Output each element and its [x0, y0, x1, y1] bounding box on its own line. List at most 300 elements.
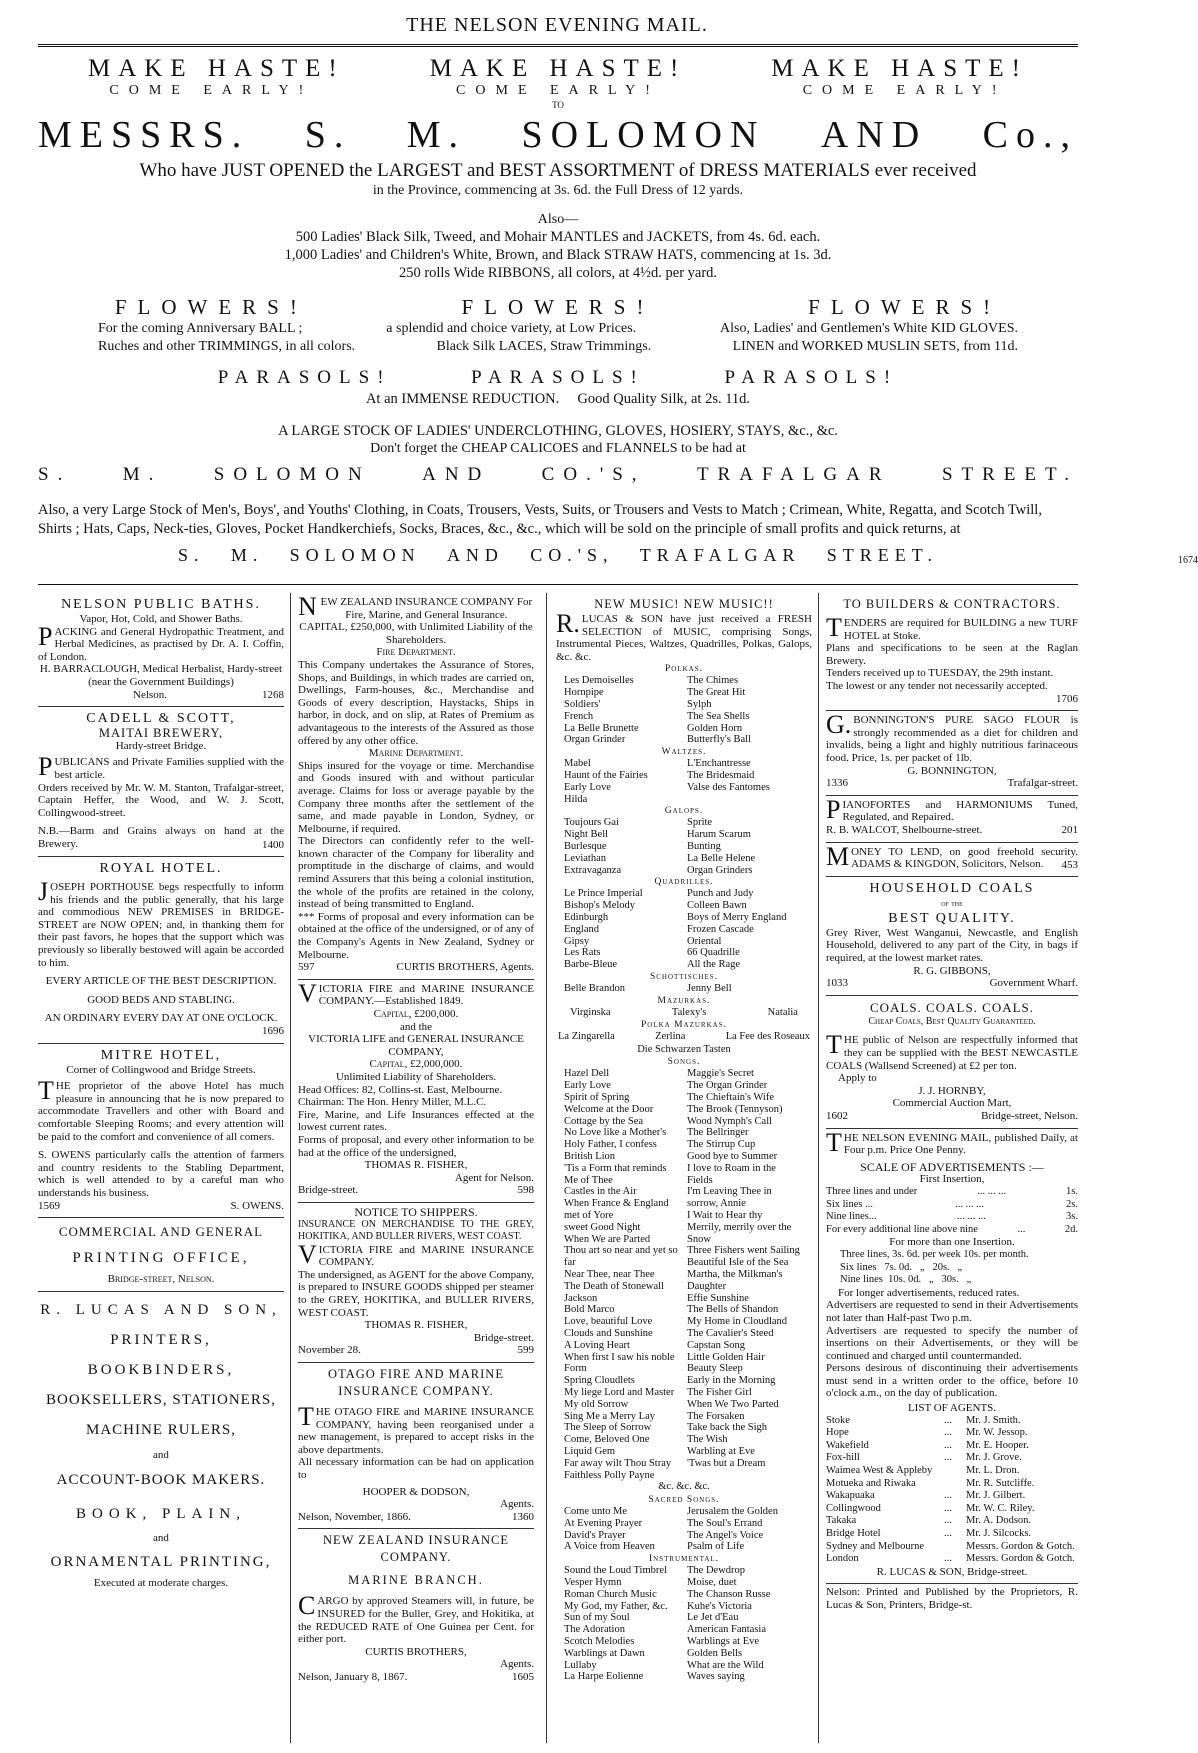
ad-sub: LIST OF AGENTS.	[907, 1402, 997, 1415]
pianofortes-ad	[826, 796, 1078, 843]
section-head: Waltzes.	[661, 747, 707, 758]
rate-row	[826, 1199, 1078, 1212]
ad-title: NELSON PUBLIC BATHS.	[61, 597, 261, 612]
agent-cell: Mr. L. Dron.	[966, 1465, 1020, 1477]
weekly-row: Nine lines 10s. 0d. „ 30s. „	[840, 1274, 972, 1286]
rate-cell: ... ... ...	[977, 1185, 1007, 1197]
ad-ref: 1674	[1178, 555, 1198, 566]
music-title: Spring Cloudlets	[564, 1375, 635, 1387]
ad-line: PRINTING OFFICE,	[72, 1250, 250, 1267]
music-title: Welcome at the Door	[564, 1103, 654, 1115]
masthead: THE NELSON EVENING MAIL.	[406, 14, 708, 36]
music-title: Bold Marco	[564, 1304, 615, 1316]
province-line: in the Province, commencing at 3s. 6d. the Full Dress of 12 yards.	[372, 183, 744, 198]
music-title: Organ Grinders	[687, 864, 753, 876]
ad-place: Nelson.	[133, 688, 167, 701]
music-title: Sprite	[687, 817, 713, 829]
music-title: Jenny Bell	[687, 982, 732, 994]
ad-title: NEW ZEALAND INSURANCE COMPANY For Fire, Marine, and General Insurance.	[298, 592, 533, 621]
songs-etc: &c. &c. &c.	[658, 1481, 710, 1493]
ad-body: PIANOFORTES and HARMONIUMS Tuned, Regulated, and Repaired.	[826, 794, 1078, 824]
royal-hotel-ad	[38, 857, 284, 1044]
solomon-street-line-2	[38, 543, 1198, 567]
ad-body: Orders received by Mr. W. M. Stanton, Trafalgar-street, Captain Heffer, the Wood, and W. J. Scott, Collingwood-street.	[38, 781, 284, 819]
music-title: Good bye to Summer	[687, 1151, 778, 1163]
section-head: Polka Mazurkas.	[641, 1020, 727, 1031]
otago-insurance-ad	[298, 1363, 534, 1529]
victoria-insurance-ad	[298, 980, 534, 1203]
household-coals-ad	[826, 877, 1078, 996]
ad-foot	[298, 1671, 534, 1684]
section-head: Mazurkas.	[657, 995, 711, 1006]
weekly-row: Six lines 7s. 0d. „ 20s. „	[840, 1261, 963, 1273]
ad-foot	[826, 977, 1078, 990]
agent-cell	[944, 1478, 966, 1491]
parasols-text: At an IMMENSE REDUCTION.	[365, 391, 560, 407]
music-title: Hornpipe	[564, 687, 604, 699]
ad-sig: Agents.	[500, 1498, 534, 1511]
agent-cell: ...	[944, 1553, 952, 1565]
ad-ref: 1268	[261, 688, 284, 701]
ad-sig: THOMAS R. FISHER,	[364, 1159, 468, 1172]
ad-ref: 1605	[512, 1670, 534, 1683]
rate-cell: ... ... ...	[956, 1211, 986, 1223]
ad-foot	[298, 1184, 534, 1197]
ad-line: BOOK, PLAIN,	[76, 1505, 246, 1522]
ad-foot	[38, 1200, 284, 1213]
music-title: The Stirrup Cup	[687, 1139, 756, 1151]
music-title: Virginska	[570, 1006, 611, 1018]
music-title: Thou art so near and yet so far	[564, 1245, 678, 1269]
music-title: Haunt of the Fairies	[564, 769, 648, 781]
ad-foot	[826, 824, 1078, 837]
flowers-text: Ruches and other TRIMMINGS, in all colors.	[98, 339, 356, 354]
music-title: Soldiers'	[564, 698, 601, 710]
music-title: Waves saying	[687, 1671, 745, 1683]
ad-body: Ships insured for the voyage or time. Merchandise and Goods insured with and without particular average. Claims for loss or average payable by the Company three months after the settlement of the same, and made payable in London, Sydney, or Melbourne, if required.	[298, 759, 534, 835]
agent-cell: Waimea West & Appleby	[826, 1465, 933, 1477]
cadell-ad	[38, 707, 284, 857]
ad-sub: Unlimited Liability of Shareholders.	[335, 1070, 497, 1083]
music-left	[564, 817, 681, 876]
ad-sub: SCALE OF ADVERTISEMENTS :—	[860, 1159, 1044, 1174]
money-to-lend-ad	[826, 843, 1078, 878]
agent-cell: Fox-hill	[826, 1452, 860, 1464]
ad-date: November 28.	[298, 1344, 361, 1357]
ad-sub: INSURANCE ON MERCHANDISE TO THE GREY, HOKITIKA, AND BULLER RIVERS, WEST COAST.	[298, 1218, 534, 1243]
music-title: Early Love	[564, 781, 611, 793]
ad-ref: 1360	[512, 1510, 534, 1523]
ad-sub: of the	[941, 898, 963, 909]
music-title: L'Enchantresse	[687, 758, 751, 770]
agent-cell: Mr. J. Gilbert.	[966, 1490, 1026, 1502]
music-title: Vesper Hymn	[564, 1576, 622, 1588]
music-title: I'm Leaving Thee in sorrow, Annie	[687, 1186, 772, 1210]
music-title: My old Sorrow	[564, 1398, 629, 1410]
make-haste-1: MAKE HASTE!	[88, 55, 345, 82]
item-line: 1,000 Ladies' and Children's White, Brown, and Black STRAW HATS, commencing at 1s. 3d.	[284, 247, 832, 263]
music-title: When France & England met of Yore	[564, 1198, 669, 1222]
music-title: La Zingarella	[558, 1031, 615, 1043]
weekly-rates	[826, 1249, 1078, 1287]
ad-body: For longer advertisements, reduced rates.	[838, 1286, 1020, 1299]
music-title: The Organ Grinder	[687, 1080, 768, 1092]
music-title: Merrily, merrily over the Snow	[687, 1221, 792, 1245]
ad-body: *** Forms of proposal and every information can be obtained at the office of the undersigned, or of any of the Company's Agents in New Zealand, Sydney or Melbourne.	[298, 910, 534, 961]
music-title: At Evening Prayer	[564, 1517, 643, 1529]
music-title: French	[564, 710, 594, 722]
ad-sig: R. LUCAS & SON, Bridge-street.	[876, 1565, 1028, 1578]
ad-sig: CURTIS BROTHERS, Agents.	[396, 961, 534, 974]
also-label: Also—	[537, 212, 579, 227]
street-word: S.	[38, 464, 72, 485]
agent-row	[826, 1440, 1078, 1453]
music-title: Holy Father, I confess	[564, 1139, 657, 1151]
music-title: The Wish	[687, 1434, 728, 1446]
music-title: British Lion	[564, 1151, 616, 1163]
street-word: STREET.	[826, 545, 938, 565]
ad-place: Bridge-street.	[473, 1331, 534, 1344]
messrs-word: SOLOMON	[521, 114, 766, 156]
instr-left	[564, 1565, 681, 1683]
come-early-row	[38, 82, 1078, 100]
ad-ref: 201	[1061, 823, 1078, 836]
street-word: CO.'S,	[530, 545, 614, 565]
agent-cell: Sydney and Melbourne	[826, 1540, 924, 1552]
music-title: Bishop's Melody	[564, 900, 636, 912]
ad-foot	[298, 1511, 534, 1524]
ad-body: The undersigned, as AGENT for the above Company, is prepared to INSURE GOODS shipped per steamer to the GREY, HOKITIKA, and BULLER RIVERS, WEST COAST.	[298, 1268, 534, 1319]
music-title: The Bridesmaid	[687, 769, 755, 781]
ad-title: NEW ZEALAND INSURANCE COMPANY.	[322, 1533, 510, 1565]
ad-sub: MARINE BRANCH.	[348, 1573, 484, 1588]
music-title: La Harpe Eolienne	[564, 1671, 644, 1683]
item-line: 500 Ladies' Black Silk, Tweed, and Mohair MANTLES and JACKETS, from 4s. 6d. each.	[295, 229, 821, 245]
music-title: Sun of my Soul	[564, 1612, 630, 1624]
ad-body: The lowest or any tender not necessarily accepted.	[826, 679, 1048, 692]
songs-left	[564, 1068, 681, 1481]
to-label: TO	[552, 100, 564, 110]
ad-title: MITRE HOTEL,	[100, 1047, 222, 1063]
music-title: The Brook (Tennyson)	[687, 1103, 783, 1115]
music-title: Early Love	[564, 1080, 611, 1092]
agent-cell: Collingwood	[826, 1502, 881, 1514]
music-title: Die Schwarzen Tasten	[637, 1043, 731, 1055]
ad-ref: 597	[298, 961, 315, 974]
agent-cell: Mr. J. Smith.	[966, 1414, 1021, 1426]
item-line: 250 rolls Wide RIBBONS, all colors, at 4½d. per yard.	[398, 265, 718, 281]
ad-ref: 453	[1061, 858, 1078, 871]
rate-cell: ...	[1017, 1223, 1026, 1235]
ad-sig: CURTIS BROTHERS,	[365, 1645, 467, 1658]
music-title: The Angel's Voice	[687, 1529, 764, 1541]
come-early-3: COME EARLY!	[802, 83, 1007, 98]
agent-cell: Mr. A. Dodson.	[966, 1515, 1032, 1527]
instrumental-list	[556, 1565, 812, 1683]
music-title: Beautiful Isle of the Sea	[687, 1257, 789, 1269]
ad-body: Tenders received up to TUESDAY, the 29th instant.	[826, 667, 1054, 680]
music-title: The Sleep of Sorrow	[564, 1422, 652, 1434]
ad-sig: Agent for Nelson.	[454, 1171, 534, 1184]
music-title: When first I saw his noble Form	[564, 1351, 675, 1375]
printing-office-ad	[38, 1218, 284, 1292]
nz-marine-ad	[298, 1529, 534, 1688]
music-title: Golden Horn	[687, 722, 743, 734]
agent-cell: Mr. W. C. Riley.	[966, 1502, 1035, 1514]
music-title: Les Demoiselles	[564, 675, 634, 687]
music-title: Warblings at Eve	[687, 1635, 760, 1647]
music-left	[564, 758, 681, 805]
music-title: I Wait to Hear thy	[687, 1210, 763, 1222]
agent-cell: Mr. E. Hooper.	[966, 1439, 1029, 1451]
music-title: Les Rats	[564, 947, 601, 959]
ad-body: VICTORIA FIRE and MARINE INSURANCE COMPANY.	[298, 1239, 534, 1269]
street-word: TRAFALGAR	[639, 545, 801, 565]
music-title: The Soul's Errand	[687, 1517, 763, 1529]
ad-sub: VICTORIA LIFE and GENERAL INSURANCE COMPANY,	[308, 1033, 524, 1058]
hornby-coals-ad	[826, 996, 1078, 1129]
music-title: American Fantasia	[687, 1624, 767, 1636]
mitre-hotel-ad	[38, 1044, 284, 1219]
ad-body: Forms of proposal, and every other information to be had at the office of the undersigned,	[298, 1133, 534, 1159]
rate-row	[826, 1186, 1078, 1199]
ad-foot	[298, 961, 534, 974]
agent-row	[826, 1503, 1078, 1516]
ad-sub: MAITAI BREWERY,	[98, 726, 224, 741]
sacred-right	[687, 1506, 804, 1553]
ad-sub: Capital, £200,000.	[373, 1008, 459, 1020]
ad-title: VICTORIA FIRE and MARINE INSURANCE COMPANY.—Established 1849.	[298, 978, 534, 1008]
messrs-word: AND	[820, 114, 928, 156]
music-title: The Sea Shells	[687, 710, 750, 722]
agent-cell: ...	[944, 1515, 952, 1527]
messrs-word: S.	[304, 114, 352, 156]
rate-cell: Nine lines...	[826, 1211, 877, 1223]
ad-foot	[826, 777, 1078, 790]
rate-cell: 2d.	[1064, 1223, 1078, 1235]
ad-sig: J. J. HORNBY,	[918, 1084, 986, 1097]
ad-body: JOSEPH PORTHOUSE begs respectfully to inform his friends and the public generally, that his large and commodious NEW PREMISES in BRIDGE-STREET are NOW OPEN; and, in thanking them for their past favors, he hopes that the support which was previously so liberally bestowed will again be accorded to him.	[38, 877, 284, 969]
flowers-row	[38, 294, 1078, 320]
agent-cell: ...	[944, 1439, 952, 1451]
ad-body: This Company undertakes the Assurance of Stores, Shops, and Buildings, in which trades are carried on, Dwellings, Farm-houses, &c., Merchandise and Goods of every description, Haystacks, Ships in harbor, in dock, and on slip, at Rates of Premium as advantageous to the interests of the Assured as those offered by any other office.	[298, 658, 534, 747]
ad-title: COALS. COALS. COALS.	[869, 999, 1035, 1015]
agent-cell: Motueka and Riwaka	[826, 1477, 916, 1489]
street-word: S.	[178, 545, 205, 565]
ad-ref: 1336	[826, 777, 848, 790]
music-sections	[556, 663, 812, 994]
messrs-heading	[38, 112, 1078, 158]
parasols-word: PARASOLS!	[724, 367, 899, 388]
music-right	[687, 983, 804, 995]
ad-ref: 1602	[826, 1110, 848, 1122]
music-title: Belle Brandon	[564, 982, 625, 994]
music-title: 'Twas but a Dream	[687, 1457, 766, 1469]
section-head: Sacred Songs.	[648, 1494, 720, 1505]
who-line: Who have JUST OPENED the LARGEST and BEST ASSORTMENT of DRESS MATERIALS ever received	[139, 160, 977, 181]
music-title: I love to Roam in the Fields	[687, 1162, 776, 1186]
music-title: The Cavalier's Steed	[687, 1328, 774, 1340]
ad-title: NEW MUSIC! NEW MUSIC!!	[594, 597, 774, 611]
street-word: TRAFALGAR	[696, 464, 891, 485]
weekly-row: Three lines, 3s. 6d. per week 10s. per month.	[840, 1248, 1029, 1260]
agent-row	[826, 1515, 1078, 1528]
music-title: Warbling at Eve	[687, 1445, 755, 1457]
ad-line: AN ORDINARY EVERY DAY AT ONE O'CLOCK.	[44, 1012, 278, 1025]
music-title: Warblings at Dawn	[564, 1647, 645, 1659]
sacred-list	[556, 1506, 812, 1553]
ad-line: Executed at moderate charges.	[93, 1576, 229, 1589]
music-list	[556, 817, 812, 876]
music-title: Near Thee, near Thee	[564, 1269, 655, 1281]
parasols-text: Good Quality Silk, at 2s. 11d.	[577, 391, 751, 407]
ad-body: CARGO by approved Steamers will, in future, be INSURED for the Buller, Grey, and Hokitika, at the REDUCED RATE of One Guinea per Cent. for either port.	[298, 1591, 534, 1646]
music-list	[556, 888, 812, 971]
clothing-paragraph: Also, a very Large Stock of Men's, Boys', and Youths' Clothing, in Coats, Trousers, Vests, Suits, or Trousers and Vests to Match ; Crimean, White, Regatta, and Scotch Twill, Shirts ; Hats, Caps, Neck-ties, Gloves, Pocket Handkerchiefs, Socks, Braces, &c., &c., which will be sold on the principle of small profits and quick returns, at	[38, 502, 1042, 537]
ad-body: THE NELSON EVENING MAIL, published Daily, at Four p.m. Price One Penny.	[826, 1127, 1078, 1157]
ad-sig: R. G. GIBBONS,	[913, 964, 991, 977]
rate-cell: Three lines and under	[826, 1185, 918, 1197]
ad-body: MONEY TO LEND, on good freehold security. ADAMS & KINGDON, Solicitors, Nelson.	[826, 841, 1078, 871]
music-title: Mabel	[564, 758, 591, 770]
ad-body: PACKING and General Hydropathic Treatment, and Herbal Medicines, as practised by Dr. A. I. Coffin, of London.	[38, 621, 284, 663]
ad-body: Advertisers are requested to send in their Advertisements not later than Half-past Two p.m.	[826, 1299, 1078, 1324]
ad-sig: R. B. WALCOT, Shelbourne-street.	[826, 823, 983, 836]
music-title: sweet Good Night	[564, 1221, 641, 1233]
agent-cell: Wakapuaka	[826, 1490, 875, 1502]
ad-title: NOTICE TO SHIPPERS.	[354, 1204, 478, 1219]
ad-place: Bridge-street, Nelson.	[981, 1110, 1078, 1122]
ad-line: EVERY ARTICLE OF THE BEST DESCRIPTION.	[45, 975, 277, 988]
music-title: Golden Bells	[687, 1647, 743, 1659]
ad-place: Government Wharf.	[989, 977, 1078, 990]
agent-cell: Hope	[826, 1427, 849, 1439]
music-title: Harum Scarum	[687, 829, 751, 841]
polka-mazurkas-row	[556, 1031, 812, 1044]
ad-body: S. OWENS particularly calls the attention of farmers and country residents to the Stabling Department, which is well attended to by a careful man who understands his business.	[38, 1149, 284, 1199]
column-rule	[546, 593, 547, 1743]
music-title: Castles in the Air	[564, 1186, 637, 1198]
music-title: Love, beautiful Love	[564, 1316, 653, 1328]
music-title: Faithless Polly Payne	[564, 1469, 655, 1481]
street-word: STREET.	[941, 464, 1078, 485]
agent-row	[826, 1478, 1078, 1491]
parasols-word: PARASOLS!	[217, 367, 392, 388]
ad-line: Bridge-street, Nelson.	[107, 1273, 215, 1286]
music-title: Beauty Sleep	[687, 1363, 743, 1375]
ad-sub: For more than one Insertion.	[889, 1236, 1015, 1249]
music-title: Come, Beloved One	[564, 1434, 650, 1446]
songs-list	[556, 1068, 812, 1481]
ad-body: Head Offices: 82, Collins-st. East, Melbourne.	[298, 1083, 503, 1096]
ad-sig: H. BARRACLOUGH, Medical Herbalist, Hardy-street (near the Government Buildings)	[39, 663, 283, 688]
ad-sig: Agents.	[500, 1658, 534, 1671]
ad-sig: HOOPER & DODSON,	[362, 1485, 470, 1498]
music-title: Valse des Fantomes	[687, 781, 770, 793]
flowers-line-1	[38, 320, 1078, 338]
music-title: The Fisher Girl	[687, 1387, 752, 1398]
ad-title: TO BUILDERS & CONTRACTORS.	[843, 597, 1061, 611]
section-head: Songs.	[667, 1057, 701, 1068]
sacred-left	[564, 1506, 681, 1553]
ad-date: Nelson, November, 1866.	[298, 1510, 411, 1523]
solomon-street-line	[38, 463, 1078, 487]
agent-cell: Messrs. Gordon & Gotch.	[966, 1553, 1075, 1565]
flowers-word: FLOWERS!	[808, 295, 1002, 319]
music-title: 66 Quadrille	[687, 947, 740, 959]
notice-shippers-ad	[298, 1203, 534, 1363]
music-title: Spirit of Spring	[564, 1092, 630, 1104]
music-title: Frozen Cascade	[687, 923, 754, 935]
music-title: The Chieftain's Wife	[687, 1092, 774, 1104]
ad-line: ORNAMENTAL PRINTING,	[50, 1553, 272, 1570]
agents-list	[826, 1415, 1078, 1566]
ad-body: Apply to	[838, 1072, 877, 1085]
street-word: AND	[422, 464, 491, 485]
music-left	[564, 888, 681, 971]
songs-right	[687, 1068, 804, 1481]
parasols-row	[38, 366, 1078, 390]
mazurkas-row	[556, 1007, 812, 1020]
music-list	[556, 758, 812, 805]
sago-flour-ad	[826, 711, 1078, 796]
ad-sub: Cheap Coals, Best Quality Guaranteed.	[868, 1015, 1036, 1027]
ad-body: N.B.—Barm and Grains always on hand at the Brewery.	[38, 825, 284, 850]
ad-ref: 1033	[826, 977, 848, 990]
ad-body: THE OTAGO FIRE and MARINE INSURANCE COMPANY, having been reorganised under a new management, is prepared to accept risks in the above departments.	[298, 1402, 534, 1456]
ad-sub: and the	[399, 1020, 433, 1033]
rate-row	[826, 1224, 1078, 1237]
ad-title: OTAGO FIRE AND MARINE INSURANCE COMPANY.	[328, 1367, 504, 1399]
ad-foot	[826, 1110, 1078, 1123]
music-title: The Bells of Shandon	[687, 1304, 779, 1316]
music-title: Le Jet d'Eau	[687, 1612, 739, 1624]
agent-row	[826, 1465, 1078, 1478]
ad-line: BOOKBINDERS,	[87, 1361, 235, 1378]
ad-title: HOUSEHOLD COALS	[869, 881, 1035, 897]
solomon-advertisement	[38, 55, 1198, 567]
ad-body: Grey River, West Wanganui, Newcastle, and English Household, delivered to any part of the City, in bags if required, at the lowest market rates.	[826, 926, 1078, 965]
section-rule	[38, 584, 1078, 585]
music-title: The Forsaken	[687, 1410, 745, 1422]
instr-right	[687, 1565, 804, 1683]
music-title: My Home in Cloudland	[687, 1316, 788, 1328]
ad-foot	[298, 1344, 534, 1357]
ad-body: TENDERS are required for BUILDING a new TURF HOTEL at Stoke.	[826, 613, 1078, 642]
ad-line: PRINTERS,	[110, 1331, 212, 1348]
lucas-printers-ad	[38, 1292, 284, 1595]
music-title: A Loving Heart	[564, 1339, 630, 1351]
ad-sub: BEST QUALITY.	[888, 910, 1016, 926]
imprint: Nelson: Printed and Published by the Proprietors, R. Lucas & Son, Printers, Bridge-st.	[826, 1586, 1078, 1611]
rates-table	[826, 1186, 1078, 1236]
ad-sig: Commercial Auction Mart,	[892, 1097, 1012, 1110]
ad-body: G.BONNINGTON'S PURE SAGO FLOUR is strongly recommended as a diet for children and invalids, being a light and highly nutritious farinaceous food. Price, 1s. per packet of 1lb.	[826, 710, 1078, 764]
section-head: Schottisches.	[649, 971, 719, 982]
agent-cell: Takaka	[826, 1515, 857, 1527]
music-title: Little Golden Hair	[687, 1351, 765, 1363]
ad-sub: Marine Department.	[368, 747, 464, 760]
music-title: When We are Parted	[564, 1233, 651, 1245]
masthead-rule	[38, 44, 1078, 47]
agent-cell: ...	[944, 1427, 952, 1439]
music-title: 'Tis a Form that reminds Me of Thee	[564, 1162, 667, 1186]
agent-cell: ...	[944, 1452, 952, 1464]
messrs-word: M.	[406, 114, 467, 156]
music-title: Leviathan	[564, 852, 606, 864]
ad-body: Chairman: The Hon. Henry Miller, M.L.C.	[298, 1096, 487, 1109]
rate-cell: ... ... ...	[955, 1198, 984, 1210]
